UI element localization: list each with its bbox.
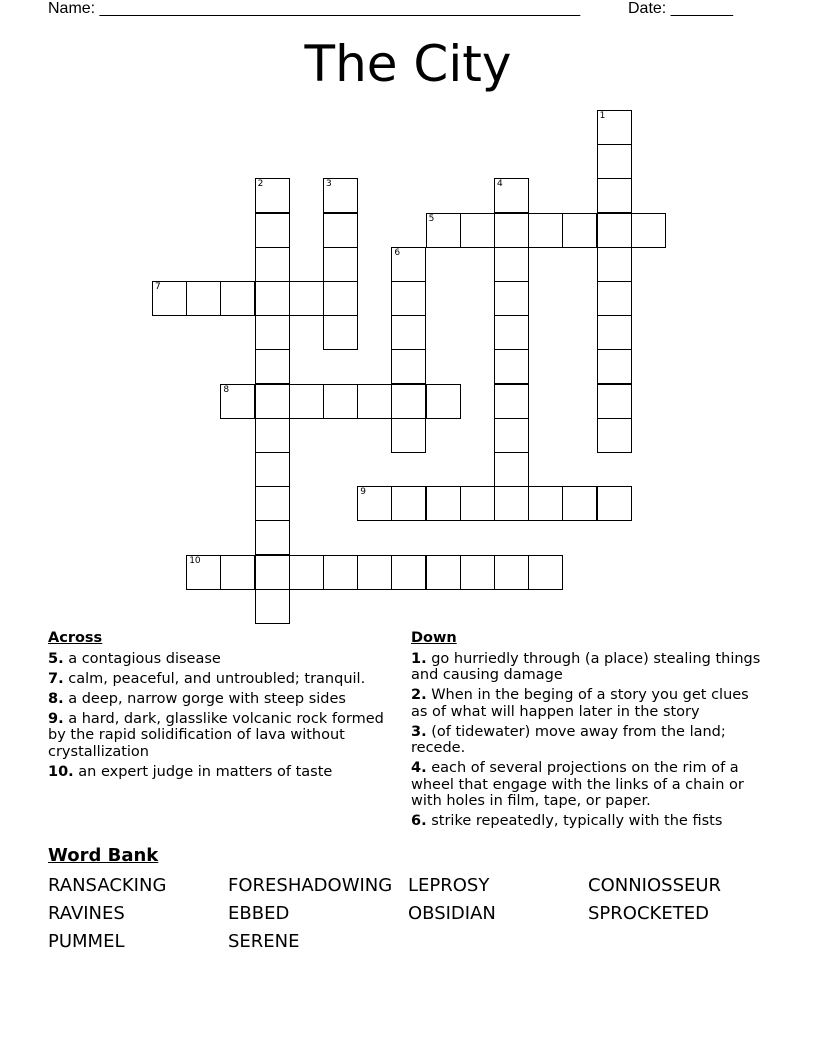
clue-across-10: 10. an expert judge in matters of taste — [48, 763, 333, 780]
word-bank-item: RAVINES — [48, 903, 125, 924]
crossword-cell[interactable] — [255, 178, 290, 213]
crossword-cell[interactable] — [460, 555, 495, 590]
crossword-cell[interactable] — [562, 213, 597, 248]
crossword-cell[interactable] — [289, 384, 324, 419]
crossword-cell[interactable] — [631, 213, 666, 248]
crossword-cell[interactable] — [494, 315, 529, 350]
clue-down-2: 2. When in the beging of a story you get clues as of what will happen later in the story — [411, 687, 749, 720]
crossword-cell[interactable] — [323, 178, 358, 213]
crossword-cell[interactable] — [255, 452, 290, 487]
crossword-cell[interactable] — [494, 281, 529, 316]
word-bank-item: SERENE — [228, 931, 300, 952]
clue-number: 1 — [599, 111, 606, 121]
crossword-cell[interactable] — [494, 452, 529, 487]
crossword-cell[interactable] — [528, 486, 563, 521]
down-heading: Down — [411, 630, 457, 646]
crossword-cell[interactable] — [255, 384, 290, 419]
clue-down-3: 3. (of tidewater) move away from the land; recede. — [411, 723, 726, 756]
crossword-cell[interactable] — [494, 555, 529, 590]
crossword-cell[interactable] — [289, 555, 324, 590]
crossword-cell[interactable] — [494, 178, 529, 213]
crossword-cell[interactable] — [494, 418, 529, 453]
word-bank-item: LEPROSY — [408, 875, 490, 896]
date-field[interactable]: Date: _______ — [628, 0, 733, 17]
crossword-cell[interactable] — [597, 110, 632, 145]
name-field[interactable]: Name: ______________________________________________________ — [48, 0, 581, 17]
crossword-cell[interactable] — [255, 520, 290, 555]
word-bank-item: RANSACKING — [48, 875, 167, 896]
crossword-cell[interactable] — [426, 384, 461, 419]
crossword-cell[interactable] — [562, 486, 597, 521]
clue-number: 6 — [394, 247, 401, 258]
crossword-cell[interactable] — [597, 315, 632, 350]
clue-number: 4 — [497, 179, 503, 190]
clue-number: 10 — [189, 555, 201, 566]
word-bank-item: EBBED — [228, 903, 290, 924]
clue-number: 7 — [155, 282, 161, 292]
crossword-cell[interactable] — [597, 213, 632, 248]
crossword-cell[interactable] — [597, 144, 632, 179]
crossword-cell[interactable] — [152, 281, 187, 316]
crossword-cell[interactable] — [323, 247, 358, 282]
crossword-cell[interactable] — [494, 349, 529, 384]
crossword-cell[interactable] — [255, 213, 290, 248]
crossword-cell[interactable] — [357, 486, 392, 521]
crossword-cell[interactable] — [255, 281, 290, 316]
crossword-cell[interactable] — [426, 213, 461, 248]
crossword-cell[interactable] — [528, 213, 563, 248]
word-bank-item: SPROCKETED — [588, 903, 709, 924]
crossword-cell[interactable] — [323, 555, 358, 590]
clue-number: 3 — [326, 179, 332, 190]
clue-number: 5 — [428, 213, 435, 224]
crossword-cell[interactable] — [220, 384, 255, 419]
crossword-cell[interactable] — [255, 349, 290, 384]
crossword-cell[interactable] — [357, 555, 392, 590]
word-bank-item: CONNIOSSEUR — [588, 875, 722, 896]
crossword-cell[interactable] — [391, 486, 426, 521]
crossword-cell[interactable] — [391, 349, 426, 384]
clue-down-1: 1. go hurriedly through (a place) stealing things and causing damage — [411, 650, 761, 683]
crossword-cell[interactable] — [186, 281, 221, 316]
crossword-cell[interactable] — [597, 247, 632, 282]
word-bank-item: PUMMEL — [48, 931, 125, 952]
crossword-cell[interactable] — [391, 555, 426, 590]
crossword-cell[interactable] — [323, 384, 358, 419]
crossword-cell[interactable] — [597, 384, 632, 419]
crossword-cell[interactable] — [391, 281, 426, 316]
crossword-cell[interactable] — [528, 555, 563, 590]
crossword-cell[interactable] — [357, 384, 392, 419]
crossword-cell[interactable] — [255, 247, 290, 282]
crossword-cell[interactable] — [494, 486, 529, 521]
crossword-cell[interactable] — [186, 555, 221, 590]
crossword-cell[interactable] — [597, 418, 632, 453]
clue-down-6: 6. strike repeatedly, typically with the fists — [411, 813, 723, 829]
crossword-cell[interactable] — [597, 178, 632, 213]
crossword-cell[interactable] — [597, 349, 632, 384]
crossword-cell[interactable] — [494, 247, 529, 282]
crossword-cell[interactable] — [323, 281, 358, 316]
crossword-cell[interactable] — [220, 281, 255, 316]
clue-number: 2 — [257, 179, 264, 190]
crossword-cell[interactable] — [494, 384, 529, 419]
crossword-cell[interactable] — [391, 418, 426, 453]
word-bank-item: OBSIDIAN — [408, 903, 496, 924]
crossword-cell[interactable] — [391, 315, 426, 350]
crossword-cell[interactable] — [255, 418, 290, 453]
clue-across-9: 9. a hard, dark, glasslike volcanic rock formed by the rapid solidification of lava without crystallization — [48, 710, 384, 760]
crossword-cell[interactable] — [323, 213, 358, 248]
across-clues — [48, 630, 393, 784]
crossword-cell[interactable] — [255, 486, 290, 521]
crossword-cell[interactable] — [391, 247, 426, 282]
word-bank-item: FORESHADOWING — [228, 875, 393, 896]
crossword-cell[interactable] — [460, 486, 495, 521]
word-bank-title: Word Bank — [48, 845, 159, 866]
crossword-cell[interactable] — [255, 555, 290, 590]
crossword-cell[interactable] — [426, 486, 461, 521]
crossword-cell[interactable] — [597, 486, 632, 521]
crossword-cell[interactable] — [494, 213, 529, 248]
crossword-cell[interactable] — [391, 384, 426, 419]
clue-across-8: 8. a deep, narrow gorge with steep sides — [48, 690, 346, 707]
down-clues — [411, 630, 766, 833]
clue-number: 8 — [223, 384, 230, 395]
crossword-cell[interactable] — [460, 213, 495, 248]
crossword-cell[interactable] — [255, 589, 290, 624]
clue-number: 9 — [360, 487, 366, 498]
crossword-cell[interactable] — [323, 315, 358, 350]
clue-down-4: 4. each of several projections on the rim of a wheel that engage with the links of a chain or with holes in film, tape, or paper. — [411, 760, 744, 809]
crossword-cell[interactable] — [289, 281, 324, 316]
crossword-cell[interactable] — [255, 315, 290, 350]
crossword-cell[interactable] — [597, 281, 632, 316]
page-title: The City — [304, 35, 512, 93]
across-heading: Across — [48, 630, 103, 646]
crossword-cell[interactable] — [426, 555, 461, 590]
clue-across-5: 5. a contagious disease — [48, 650, 221, 667]
crossword-cell[interactable] — [220, 555, 255, 590]
clue-across-7: 7. calm, peaceful, and untroubled; tranquil. — [48, 670, 366, 687]
